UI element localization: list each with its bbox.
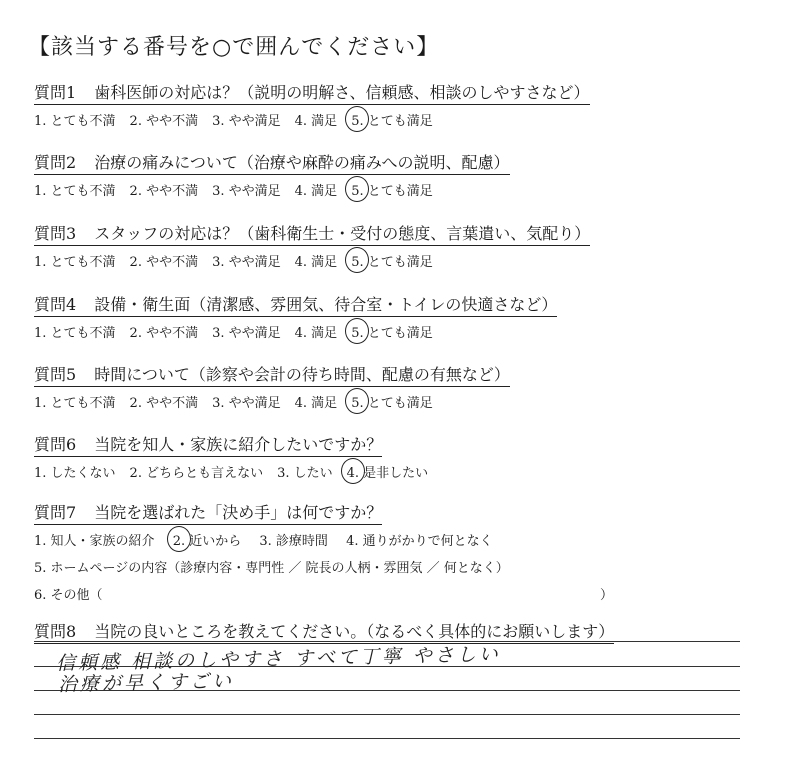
option[interactable]: 1. とても不満 [34, 184, 116, 199]
question-number: 質問5 [34, 365, 77, 384]
option[interactable]: 1. とても不満 [34, 326, 116, 341]
question-title [34, 221, 590, 246]
handwritten-answer-line1[interactable]: 信頼感 相談のしやすさ すべて丁寧 やさしい [55, 643, 501, 675]
option-selected[interactable]: 5. とても満足 [351, 392, 433, 411]
question-number: 質問3 [34, 224, 77, 243]
handwritten-answer-line2[interactable]: 治療が早くすごい [57, 670, 235, 696]
option[interactable]: 3. したい [277, 466, 333, 481]
question-text: スタッフの対応は？（歯科衛生士・受付の態度、言葉遣い、気配り） [94, 224, 591, 243]
question-title [34, 362, 510, 387]
option[interactable]: 1. とても不満 [34, 114, 116, 129]
question-4 [34, 292, 674, 341]
option[interactable]: 3. 診療時間 [259, 534, 328, 549]
question-number: 質問2 [34, 153, 77, 172]
option[interactable]: 1. 知人・家族の紹介 [34, 534, 155, 549]
options-row [34, 530, 674, 603]
option[interactable]: 4. 満足 [294, 396, 338, 411]
option[interactable]: 4. 満足 [294, 114, 338, 129]
options-row [34, 392, 674, 411]
option-selected[interactable]: 5. とても満足 [351, 110, 433, 129]
question-1 [34, 80, 674, 129]
question-number: 質問6 [34, 435, 77, 454]
option[interactable]: 4. 満足 [294, 255, 338, 270]
question-text: 治療の痛みについて（治療や麻酔の痛みへの説明、配慮） [94, 153, 510, 172]
question-title [34, 80, 590, 105]
option-other-close: ） [600, 588, 614, 603]
option[interactable]: 2. やや不満 [129, 396, 199, 411]
option-selected[interactable]: 5. とても満足 [351, 180, 433, 199]
options-row [34, 322, 674, 341]
question-number: 質問7 [34, 503, 77, 522]
question-text: 当院を選ばれた「決め手」は何ですか？ [94, 503, 383, 522]
option[interactable]: 4. 満足 [294, 184, 338, 199]
question-text: 時間について（診察や会計の待ち時間、配慮の有無など） [94, 365, 510, 384]
question-title [34, 432, 382, 457]
question-number: 質問4 [34, 295, 77, 314]
option[interactable]: 3. やや満足 [212, 255, 281, 270]
question-title [34, 150, 510, 175]
option-line-6[interactable] [34, 584, 674, 603]
option[interactable]: 2. やや不満 [129, 184, 199, 199]
option[interactable]: 1. とても不満 [34, 396, 116, 411]
option[interactable]: 1. したくない [34, 466, 116, 481]
question-2 [34, 150, 674, 199]
question-text: 当院を知人・家族に紹介したいですか？ [94, 435, 383, 454]
form-header: 【該当する番号を○で囲んでください】 [28, 35, 440, 60]
ruled-line [34, 714, 740, 715]
option-line-5[interactable]: 5. ホームページの内容（診療内容・専門性 ／ 院長の人柄・雰囲気 ／ 何となく） [34, 561, 509, 576]
question-3 [34, 221, 674, 270]
option-selected[interactable]: 2. 近いから [173, 530, 242, 549]
question-number: 質問1 [34, 83, 77, 102]
option[interactable]: 4. 通りがかりで何となく [346, 534, 493, 549]
option[interactable]: 3. やや満足 [212, 396, 281, 411]
option-selected[interactable]: 5. とても満足 [351, 251, 433, 270]
option[interactable]: 3. やや満足 [212, 184, 281, 199]
option[interactable]: 3. やや満足 [212, 114, 281, 129]
option[interactable]: 2. どちらとも言えない [129, 466, 264, 481]
options-row [34, 462, 674, 481]
option[interactable]: 4. 満足 [294, 326, 338, 341]
question-5 [34, 362, 674, 411]
option[interactable]: 3. やや満足 [212, 326, 281, 341]
question-text: 当院の良いところを教えてください。（なるべく具体的にお願いします） [94, 622, 615, 641]
options-row [34, 110, 674, 129]
option[interactable]: 2. やや不満 [129, 326, 199, 341]
options-row [34, 180, 674, 199]
options-row [34, 251, 674, 270]
question-title [34, 500, 382, 525]
option-selected[interactable]: 5. とても満足 [351, 322, 433, 341]
ruled-line [34, 738, 740, 739]
question-6 [34, 432, 674, 481]
option[interactable]: 2. やや不満 [129, 114, 199, 129]
option[interactable]: 1. とても不満 [34, 255, 116, 270]
question-text: 歯科医師の対応は？（説明の明解さ、信頼感、相談のしやすさなど） [94, 83, 590, 102]
question-text: 設備・衛生面（清潔感、雰囲気、待合室・トイレの快適さなど） [94, 295, 558, 314]
question-number: 質問8 [34, 622, 77, 641]
option-selected[interactable]: 4. 是非したい [347, 462, 429, 481]
question-7 [34, 500, 674, 603]
option-other-label: 6. その他（ [34, 588, 103, 603]
option[interactable]: 2. やや不満 [129, 255, 199, 270]
question-title [34, 292, 557, 317]
